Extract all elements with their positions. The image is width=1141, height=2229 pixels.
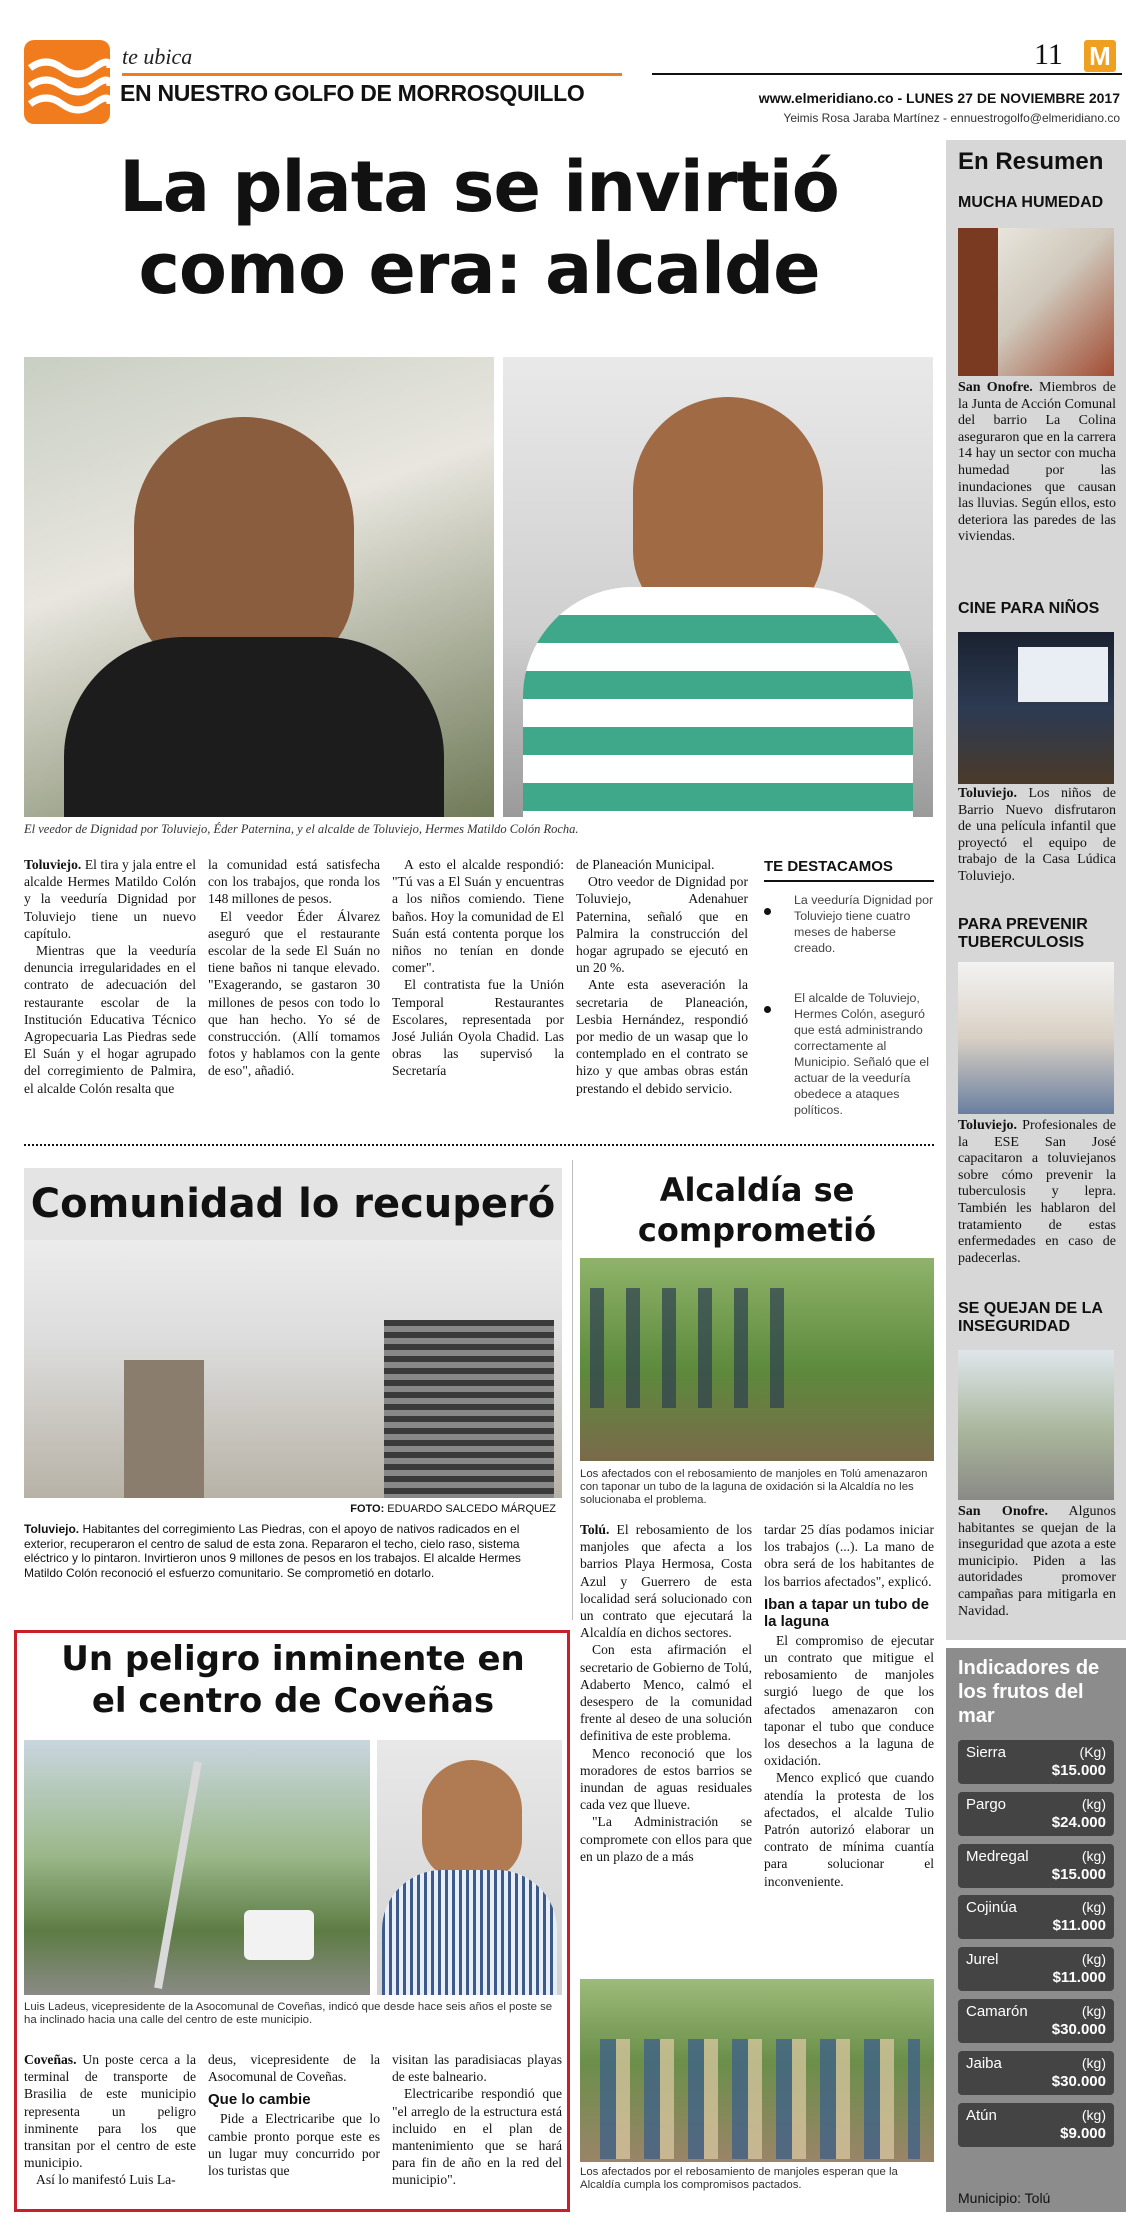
site-date: www.elmeridiano.co - LUNES 27 DE NOVIEMBRE 2017 xyxy=(758,90,1120,106)
paragraph: Mientras que la veeduría denuncia irregularidades en el contrato de adecuación del restaurante escolar de la Institución Educativa Técnico Agropecuaria Las Piedras sede El Suán y el hogar agrupado del corregimiento de Palmira, el alcalde Colón resalta que xyxy=(24,943,196,1096)
paragraph: de Planeación Municipal. xyxy=(576,857,715,872)
main-col-2 xyxy=(208,856,380,1080)
indicator-row xyxy=(958,2051,1114,2095)
waves-icon xyxy=(24,40,110,124)
bullet-icon xyxy=(764,1006,771,1013)
paragraph: deus, vicepresidente de la Asocomunal de Coveñas. xyxy=(208,2052,380,2085)
photo-screen xyxy=(1018,647,1108,702)
sidebar-photo-humedad xyxy=(958,228,1114,376)
indicator-name: Pargo xyxy=(966,1795,1007,1813)
sidebar-body: Profesionales de la ESE San José capacitaron a toluviejanos sobre cómo prevenir la tuberculosis y lepra. También les hablaron del tratamiento de estas enfermedades en caso de padecerlas. xyxy=(958,1118,1116,1266)
indicator-price: $15.000 xyxy=(1051,1865,1106,1883)
main-headline-line2: como era: alcalde xyxy=(138,228,820,310)
indicator-row xyxy=(958,2103,1114,2147)
indicator-unit: (kg) xyxy=(1081,1847,1106,1864)
indicator-unit: (kg) xyxy=(1081,2003,1106,2019)
paragraph: El contratista fue la Unión Temporal Restaurantes Escolares, representada por José Julián Oyola Chadid. Las obras las supervisó la Secretaría xyxy=(392,977,564,1079)
paragraph: El tira y jala entre el alcalde Hermes Matildo Colón y la veeduría Dignidad por Toluviejo tiene un nuevo capítulo. xyxy=(24,857,196,941)
indicator-row xyxy=(958,1999,1114,2043)
alcaldia-col-2 xyxy=(764,1521,934,1890)
covenas-col-1 xyxy=(24,2051,196,2189)
photo-credit-label: FOTO: xyxy=(350,1503,385,1515)
newspaper-logo: M xyxy=(1084,40,1116,72)
column-divider xyxy=(572,1160,573,1620)
indicator-unit: (kg) xyxy=(1081,1951,1106,1968)
covenas-headline-line2: el centro de Coveñas xyxy=(91,1681,495,1721)
highlights-title: TE DESTACAMOS xyxy=(764,858,893,875)
main-col-1 xyxy=(24,856,196,1097)
dateline: Toluviejo. xyxy=(958,786,1017,801)
alcaldia-headline-line1: Alcaldía se xyxy=(659,1171,855,1209)
photo-figure-shirt xyxy=(64,637,444,817)
indicator-unit: (kg) xyxy=(1081,1795,1106,1812)
paragraph: A esto el alcalde respondió: "Tú vas a El Suán y encuentras a los niños comiendo. Tiene baños. Hoy la comunidad de El Suán está contenta porque los niños no tenían en donde comer". xyxy=(392,857,564,976)
photo-protesta-tolu xyxy=(580,1258,934,1461)
indicator-price: $30.000 xyxy=(1051,2072,1106,2090)
photo-door xyxy=(958,228,998,376)
sidebar-text xyxy=(958,786,1116,886)
main-col-4 xyxy=(576,856,748,1097)
indicator-name: Jaiba xyxy=(966,2054,1002,2072)
alcaldia-subhead: Iban a tapar un tubo de la laguna xyxy=(764,1595,930,1630)
alcaldia-photo1-caption: Los afectados con el rebosamiento de manjoles en Tolú amenazaron con taponar un tubo de la laguna de oxidación si la Alcaldía no les solucionaba el problema. xyxy=(580,1468,928,1506)
paragraph: Pide a Electricaribe que lo cambie pronto porque este es un lugar muy concurrido por los turistas que xyxy=(208,2111,380,2179)
paragraph: El veedor Éder Álvarez aseguró que el restaurante escolar de la sede El Suán no tiene baños ni tanque elevado. "Exagerando, se gastaron 30 millones de pesos con todo lo que han hecho. Yo sé de construcción. (Allí tomamos fotos y hablamos con la gente de eso", añadió. xyxy=(208,908,380,1079)
dateline: San Onofre. xyxy=(958,1504,1048,1519)
main-headline-line1: La plata se invirtió xyxy=(119,146,839,228)
photo-pole xyxy=(154,1761,202,1989)
sidebar-text xyxy=(958,1504,1116,1620)
paragraph: "La Administración se compromete con ellos para que en un plazo de a más xyxy=(580,1814,752,1864)
indicator-unit: (kg) xyxy=(1081,2106,1106,2123)
dateline: Tolú. xyxy=(580,1522,610,1537)
photo-van xyxy=(244,1910,314,1960)
indicator-row xyxy=(958,1947,1114,1991)
section-title: EN NUESTRO GOLFO DE MORROSQUILLO xyxy=(120,80,585,106)
bullet-icon xyxy=(764,908,771,915)
paragraph: visitan las paradisiacas playas de este balneario. xyxy=(392,2052,562,2085)
indicator-price: $30.000 xyxy=(1051,2021,1106,2038)
sidebar-photo-inseguridad xyxy=(958,1350,1114,1500)
photo-credit xyxy=(24,1503,556,1515)
main-headline xyxy=(24,146,934,310)
indicator-row xyxy=(958,1740,1114,1784)
caption-text: Habitantes del corregimiento Las Piedras, con el apoyo de nativos radicados en el exterior, recuperaron el centro de salud de esta zona. Repararon el techo, cielo raso, sistema eléctrico y lo pintaron. Invirtieron unos 9 millones de pesos en los trabajos. El alcalde Hermes Matildo Colón reconoció el esfuerzo comunitario. Se comprometió en dotarlo. xyxy=(24,1522,521,1580)
sidebar-heading: CINE PARA NIÑOS xyxy=(958,600,1100,617)
paragraph: El rebosamiento de los manjoles que afecta a los barrios Playa Hermosa, Costa Azul y Guerrero de esta localidad será solucionado con un contrato que ejecutará la Alcaldía en dichos sectores. xyxy=(580,1522,752,1641)
paragraph: Con esta afirmación el secretario de Gobierno de Tolú, Adaberto Menco, calmó el desespero de la comunidad frente al deseo de una solución definitiva de este problema. xyxy=(580,1642,752,1744)
sidebar-text xyxy=(958,1118,1116,1267)
sidebar-heading: SE QUEJAN DE LA INSEGURIDAD xyxy=(958,1300,1103,1335)
indicator-row xyxy=(958,1895,1114,1939)
covenas-col-3 xyxy=(392,2051,562,2189)
photo-poste-covenas xyxy=(24,1740,370,1995)
photo-luis-ladeus xyxy=(377,1740,562,1995)
paragraph: tardar 25 días podamos iniciar los trabajos (...). La mano de obra será de los habitantes de los barrios afectados", explicó. xyxy=(764,1522,934,1589)
section-kicker: te ubica xyxy=(122,44,193,69)
photo-alcalde xyxy=(503,357,933,817)
indicator-price: $11.000 xyxy=(1052,1969,1106,1987)
highlights-rule xyxy=(764,880,934,882)
paragraph: Menco reconoció que los moradores de estos barrios se inundan de aguas residuales cada vez que llueve. xyxy=(580,1745,752,1813)
photo-figure xyxy=(422,1760,522,1880)
sidebar-body: Algunos habitantes se quejan de la inseguridad que azota a este municipio. Piden a las autoridades promover campañas para mitigarla en Navidad. xyxy=(958,1504,1116,1619)
covenas-photo-caption: Luis Ladeus, vicepresidente de la Asocomunal de Coveñas, indicó que desde hace seis años el poste se ha inclinado hacia una calle del centro de este municipio. xyxy=(24,2001,553,2026)
comunidad-caption xyxy=(24,1522,562,1580)
alcaldia-photo2-caption: Los afectados por el rebosamiento de manjoles esperan que la Alcaldía cumpla los compromisos pactados. xyxy=(580,2166,898,2191)
paragraph: la comunidad está satisfecha con los trabajos, que ronda los 148 millones de pesos. xyxy=(208,857,380,907)
sidebar-heading: PARA PREVENIR TUBERCULOSIS xyxy=(958,916,1088,951)
indicator-name: Medregal xyxy=(966,1847,1029,1865)
paragraph: Menco explicó que cuando atendía la protesta de los afectados, el alcalde Tulio Patrón autorizó elaborar un contrato de mínima cuantía para solucionar el inconveniente. xyxy=(764,1770,934,1889)
indicator-row xyxy=(958,1844,1114,1888)
photo-people xyxy=(590,1288,790,1408)
indicator-unit: (kg) xyxy=(1081,1899,1106,1916)
indicator-name: Jurel xyxy=(966,1951,999,1969)
photo-figure-shirt xyxy=(523,587,913,817)
sidebar-body: Los niños de Barrio Nuevo disfrutaron de una película infantil que proyectó el equipo de trabajo de la Casa Lúdica Toluviejo. xyxy=(958,786,1116,884)
sidebar-photo-cine xyxy=(958,632,1114,784)
dateline: Toluviejo. xyxy=(24,1522,80,1536)
photo-veedor xyxy=(24,357,494,817)
dateline: Toluviejo. xyxy=(958,1118,1017,1133)
paragraph: Así lo manifestó Luis La- xyxy=(36,2172,176,2188)
photo-people xyxy=(600,2039,920,2159)
photo-door xyxy=(124,1360,204,1498)
dateline: Coveñas. xyxy=(24,2052,77,2067)
main-photo-caption: El veedor de Dignidad por Toluviejo, Éder Paternina, y el alcalde de Toluviejo, Hermes Matildo Colón Rocha. xyxy=(24,822,579,836)
highlight-item: El alcalde de Toluviejo, Hermes Colón, aseguró que está administrando correctamente al Municipio. Señaló que el actuar de la veeduría obedece a ataques políticos. xyxy=(794,991,930,1117)
photo-window xyxy=(384,1320,554,1498)
dateline: Toluviejo. xyxy=(24,857,82,872)
sidebar-photo-tuberculosis xyxy=(958,962,1114,1114)
section-logo xyxy=(24,40,110,124)
section-divider xyxy=(24,1144,934,1147)
alcaldia-col-1 xyxy=(580,1521,752,1865)
dateline: San Onofre. xyxy=(958,380,1033,395)
paragraph: El compromiso de ejecutar un contrato que mitigue el rebosamiento de manjoles surgió luego de que los afectados amenazaron con taponar el tubo que conduce los desechos a la laguna de oxidación. xyxy=(764,1632,934,1769)
paragraph: Ante esta aseveración la secretaria de Planeación, Lesbia Hernández, respondió por medio de un wasap que lo contemplado en el contrato se hizo y que ambas obras están prestando el debido servicio. xyxy=(576,977,748,1096)
page-number: 11 xyxy=(1034,38,1063,71)
indicator-price: $9.000 xyxy=(1060,2124,1106,2142)
photo-figure-shirt xyxy=(382,1870,557,1995)
indicator-name: Camarón xyxy=(966,2003,1028,2020)
sidebar-title: En Resumen xyxy=(958,148,1104,175)
indicators-footer: Municipio: Tolú xyxy=(958,2190,1051,2206)
paragraph: Electricaribe respondió que "el arreglo de la estructura está incluido en el plan de mantenimiento que se hará para fin de año en la red del municipio". xyxy=(392,2086,562,2188)
photo-credit-name: EDUARDO SALCEDO MÁRQUEZ xyxy=(384,1503,556,1515)
indicators-title: Indicadores de los frutos del mar xyxy=(958,1657,1100,1727)
covenas-headline xyxy=(24,1638,562,1722)
photo-centro-salud xyxy=(24,1240,562,1498)
paragraph: Otro veedor de Dignidad por Toluviejo, Adenahuer Paternina, señaló que en Palmira la construcción del hogar agrupado se ejecutó en un 20 %. xyxy=(576,874,748,976)
covenas-col-2 xyxy=(208,2051,380,2179)
indicator-price: $11.000 xyxy=(1052,1917,1106,1935)
indicator-unit: (kg) xyxy=(1081,2054,1106,2071)
indicator-price: $15.000 xyxy=(1051,1762,1106,1779)
sidebar-body: Miembros de la Junta de Acción Comunal del barrio La Colina aseguraron que en la carrera 14 hay un sector con mucha humedad por las inundaciones que causan las lluvias. Según ellos, esto deteriora las paredes de las viviendas. xyxy=(958,380,1117,545)
alcaldia-headline xyxy=(580,1170,934,1250)
comunidad-headline: Comunidad lo recuperó xyxy=(30,1181,556,1227)
masthead-rule xyxy=(122,73,622,76)
highlight-item: La veeduría Dignidad por Toluviejo tiene cuatro meses de haberse creado. xyxy=(794,893,934,955)
covenas-headline-line1: Un peligro inminente en xyxy=(61,1639,525,1679)
indicator-price: $24.000 xyxy=(1051,1813,1106,1831)
indicator-name: Cojinúa xyxy=(966,1899,1017,1917)
indicator-name: Atún xyxy=(966,2106,997,2124)
indicator-row xyxy=(958,1792,1114,1836)
indicator-unit: (Kg) xyxy=(1079,1744,1106,1760)
main-col-3 xyxy=(392,856,564,1080)
sidebar-heading: MUCHA HUMEDAD xyxy=(958,194,1104,211)
alcaldia-headline-line2: comprometió xyxy=(637,1211,877,1249)
sidebar-text xyxy=(958,380,1116,546)
byline: Yeimis Rosa Jaraba Martínez - ennuestrogolfo@elmeridiano.co xyxy=(783,111,1120,125)
indicator-name: Sierra xyxy=(966,1744,1007,1761)
covenas-subhead: Que lo cambie xyxy=(208,2091,311,2109)
paragraph: Un poste cerca a la terminal de transporte de Brasilia de este municipio representa un peligro inminente para los que transitan por el centro de este municipio. xyxy=(24,2052,196,2171)
photo-afectados-tolu xyxy=(580,1979,934,2162)
masthead-rule-right xyxy=(652,73,1122,75)
